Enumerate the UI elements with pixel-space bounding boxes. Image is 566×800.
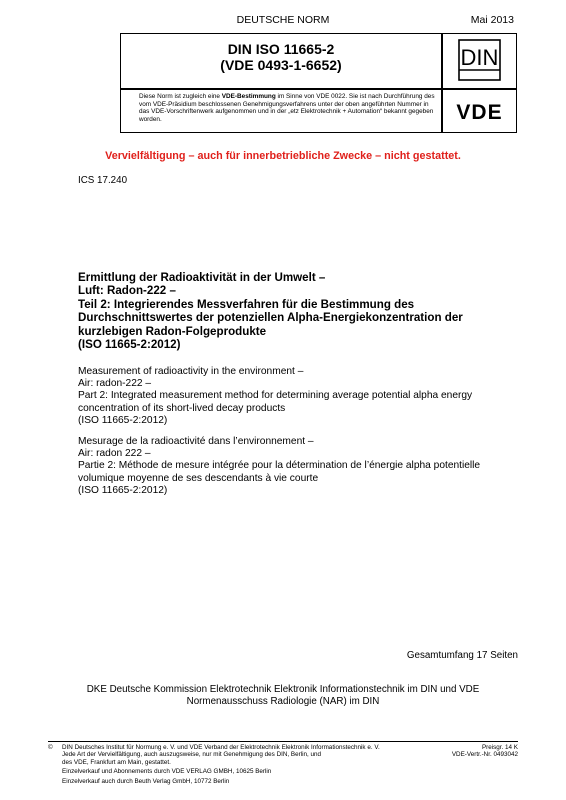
copyright-line: des VDE, Frankfurt am Main, gestattet. — [62, 758, 171, 766]
title-german-line: Luft: Radon-222 – — [78, 284, 176, 298]
document-type-label: DEUTSCHE NORM — [236, 14, 330, 26]
footer-divider — [48, 741, 518, 742]
title-english-line: Part 2: Integrated measurement method for determining average potential alpha energy — [78, 390, 473, 402]
reproduction-notice: Vervielfältigung – auch für innerbetriebliche Zwecke – nicht gestattet. — [105, 150, 461, 162]
standard-number: DIN ISO 11665-2 — [227, 41, 335, 57]
title-german-line: (ISO 11665-2:2012) — [78, 338, 181, 352]
vde-logo — [442, 89, 517, 133]
din-logo-icon — [443, 34, 516, 88]
title-french-line: volumique moyenne de ses descendants à vie courte — [78, 472, 319, 484]
title-german-line: Teil 2: Integrierendes Messverfahren für die Bestimmung des — [78, 297, 415, 311]
price-info — [452, 744, 518, 759]
committee-line: Normenausschuss Radiologie (NAR) im DIN — [186, 696, 380, 707]
title-german-line: kurzlebigen Radon-Folgeprodukte — [78, 324, 267, 338]
title-english-line: concentration of its short-lived decay products — [78, 402, 286, 414]
title-french-line: Partie 2: Méthode de mesure intégrée pour la détermination de l’énergie alpha potentielle — [78, 460, 481, 472]
committee-line: DKE Deutsche Kommission Elektrotechnik Elektronik Informationstechnik im DIN und VDE — [86, 684, 480, 695]
copyright-line: DIN Deutsches Institut für Normung e. V. und VDE Verband der Elektrotechnik Elektronik Informationstechnik e. V. — [62, 744, 380, 751]
vde-notice-text-end: im Sinne von VDE 0022. Sie ist nach Durchführung des vom VDE-Präsidium beschlossenen Genehmigungsverfahrens unter der oben angeführten Nummer in das VDE-Vorschriftenwerk aufgenommen und in der „etz Elektrotechnik + Automation“ bekannt gegeben worden. — [139, 93, 435, 123]
title-german — [78, 271, 528, 351]
vde-classification-number: (VDE 0493-1-6652) — [220, 57, 342, 73]
title-french-line: Mesurage de la radioactivité dans l’environnement – — [78, 436, 314, 447]
title-english — [78, 366, 528, 427]
sales-vde-verlag: Einzelverkauf und Abonnements durch VDE VERLAG GMBH, 10625 Berlin — [62, 768, 272, 775]
ics-code: ICS 17.240 — [78, 175, 128, 186]
title-german-line: Durchschnittswertes der potenziellen Alpha-Energiekonzentration der — [78, 311, 463, 325]
din-logo-text: DIN — [460, 45, 499, 70]
title-german-line: Ermittlung der Radioaktivität in der Umwelt – — [78, 271, 326, 284]
din-logo — [442, 33, 517, 89]
order-number: VDE-Vertr.-Nr. 0493042 — [451, 751, 518, 759]
vde-notice-text-start: Diese Norm ist zugleich eine — [139, 93, 222, 100]
title-english-line: Air: radon-222 – — [78, 378, 152, 390]
copyright-symbol: © — [48, 744, 53, 751]
vde-logo-icon — [443, 90, 516, 132]
sales-beuth-verlag: Einzelverkauf auch durch Beuth Verlag GmbH, 10772 Berlin — [62, 778, 230, 785]
vde-notice-bold: VDE-Bestimmung — [221, 93, 276, 100]
copyright-line: Jede Art der Vervielfältigung, auch auszugsweise, nur mit Genehmigung des DIN, Berlin, und — [62, 751, 322, 759]
price-group: Preisgr. 14 K — [481, 744, 518, 751]
title-english-line: (ISO 11665-2:2012) — [78, 414, 168, 426]
total-pages: Gesamtumfang 17 Seiten — [406, 650, 518, 661]
committee-info — [0, 684, 566, 708]
copyright-notice — [48, 744, 422, 766]
title-french — [78, 436, 528, 497]
vde-logo-text: VDE — [456, 101, 503, 124]
vde-notice — [120, 89, 442, 133]
publication-date: Mai 2013 — [470, 14, 514, 26]
title-french-line: (ISO 11665-2:2012) — [78, 484, 168, 496]
title-english-line: Measurement of radioactivity in the environment – — [78, 366, 304, 377]
title-french-line: Air: radon 222 – — [78, 448, 151, 460]
standard-number-box — [120, 33, 442, 89]
